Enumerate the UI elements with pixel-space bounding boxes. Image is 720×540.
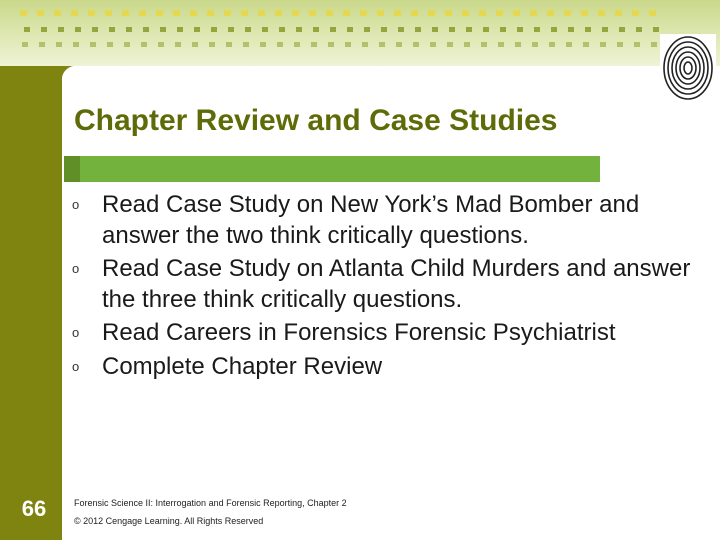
banner-dot [328, 42, 334, 47]
bullet-marker: o [72, 197, 80, 212]
banner-dot [617, 42, 623, 47]
banner-dot [345, 42, 351, 47]
banner-dot [415, 27, 421, 32]
banner-dot [177, 27, 183, 32]
banner-dot [513, 10, 520, 16]
banner-dot [598, 10, 605, 16]
banner-dot [445, 10, 452, 16]
banner-dot [600, 42, 606, 47]
banner-dot [279, 27, 285, 32]
banner-dot [413, 42, 419, 47]
slide-title: Chapter Review and Case Studies [74, 104, 558, 137]
banner-dot [636, 27, 642, 32]
banner-dot [500, 27, 506, 32]
banner-dot [379, 42, 385, 47]
bullet-text: Read Careers in Forensics Forensic Psychiatrist [102, 319, 616, 346]
banner-dot [277, 42, 283, 47]
banner-dot [37, 10, 44, 16]
banner-dot [71, 10, 78, 16]
banner-dot [632, 10, 639, 16]
banner-dot [90, 42, 96, 47]
banner-dot [241, 10, 248, 16]
banner-dot [362, 42, 368, 47]
bullet-marker: o [72, 358, 80, 374]
footer-copyright: © 2012 Cengage Learning. All Rights Reserved [74, 516, 264, 526]
banner-dot [583, 42, 589, 47]
bullet-text: Read Case Study on New York’s Mad Bomber and answer the two think critically questions. [102, 191, 640, 249]
banner-dot [428, 10, 435, 16]
slide-number: 66 [21, 496, 47, 521]
banner-dot [211, 27, 217, 32]
banner-dot [88, 10, 95, 16]
banner-dot [245, 27, 251, 32]
banner-dot [41, 27, 47, 32]
banner-dot [296, 27, 302, 32]
banner-dot [75, 27, 81, 32]
banner-dot [124, 42, 130, 47]
banner-dot [585, 27, 591, 32]
banner-dot [496, 10, 503, 16]
banner-dot [156, 10, 163, 16]
banner-dot [481, 42, 487, 47]
banner-dot [260, 42, 266, 47]
banner-dot [483, 27, 489, 32]
sidebar-corner [62, 66, 76, 80]
banner-dot [56, 42, 62, 47]
banner-dot [122, 10, 129, 16]
banner-dot [258, 10, 265, 16]
banner-dot [551, 27, 557, 32]
banner-dot [649, 10, 656, 16]
banner-dot [126, 27, 132, 32]
list-item [72, 190, 702, 251]
banner-dot [398, 27, 404, 32]
banner-dot [20, 10, 27, 16]
banner-dot [343, 10, 350, 16]
banner-dot [209, 42, 215, 47]
banner-dot [381, 27, 387, 32]
banner-dot [566, 42, 572, 47]
banner-dot [653, 27, 659, 32]
banner-dot [160, 27, 166, 32]
dot-pattern [0, 0, 720, 66]
banner-dot [311, 42, 317, 47]
banner-dot [262, 27, 268, 32]
banner-dot [226, 42, 232, 47]
list-item [72, 318, 702, 349]
header-banner [0, 0, 720, 66]
banner-dot [190, 10, 197, 16]
title-underline-accent [64, 156, 80, 182]
banner-dot [326, 10, 333, 16]
banner-dot [498, 42, 504, 47]
banner-dot [447, 42, 453, 47]
banner-dot [24, 27, 30, 32]
banner-dot [224, 10, 231, 16]
banner-dot [347, 27, 353, 32]
banner-dot [396, 42, 402, 47]
banner-dot [377, 10, 384, 16]
list-item [72, 352, 702, 383]
banner-dot [517, 27, 523, 32]
banner-dot [243, 42, 249, 47]
banner-dot [564, 10, 571, 16]
banner-dot [105, 10, 112, 16]
banner-dot [58, 27, 64, 32]
banner-dot [360, 10, 367, 16]
bullet-text: Complete Chapter Review [102, 352, 383, 380]
banner-dot [309, 10, 316, 16]
banner-dot [141, 42, 147, 47]
banner-dot [634, 42, 640, 47]
banner-dot [394, 10, 401, 16]
banner-dot [22, 42, 28, 47]
left-sidebar-bar [0, 66, 62, 540]
banner-dot [615, 10, 622, 16]
banner-dot [54, 10, 61, 16]
bullet-text: Read Case Study on Atlanta Child Murders and answer the three think critically questions. [102, 255, 691, 313]
banner-dot [479, 10, 486, 16]
banner-dot [411, 10, 418, 16]
banner-dot [530, 10, 537, 16]
banner-dot [330, 27, 336, 32]
banner-dot [192, 42, 198, 47]
title-underline-bar [64, 156, 600, 182]
banner-dot [432, 27, 438, 32]
fingerprint-icon [660, 34, 716, 102]
banner-dot [207, 10, 214, 16]
banner-dot [464, 42, 470, 47]
banner-dot [602, 27, 608, 32]
banner-dot [107, 42, 113, 47]
banner-dot [158, 42, 164, 47]
banner-dot [173, 10, 180, 16]
banner-dot [651, 42, 657, 47]
banner-dot [109, 27, 115, 32]
bullet-marker: o [72, 325, 80, 340]
banner-dot [228, 27, 234, 32]
banner-dot [534, 27, 540, 32]
banner-dot [73, 42, 79, 47]
banner-dot [294, 42, 300, 47]
banner-dot [313, 27, 319, 32]
banner-dot [549, 42, 555, 47]
banner-dot [292, 10, 299, 16]
banner-dot [619, 27, 625, 32]
banner-dot [364, 27, 370, 32]
banner-dot [462, 10, 469, 16]
banner-dot [568, 27, 574, 32]
bullet-list [72, 190, 702, 385]
list-item [72, 254, 702, 315]
bullet-marker: o [72, 261, 80, 276]
banner-dot [449, 27, 455, 32]
banner-dot [175, 42, 181, 47]
banner-dot [430, 42, 436, 47]
banner-dot [194, 27, 200, 32]
footer-course-title: Forensic Science II: Interrogation and Forensic Reporting, Chapter 2 [74, 498, 347, 508]
banner-dot [143, 27, 149, 32]
banner-dot [547, 10, 554, 16]
banner-dot [39, 42, 45, 47]
banner-dot [515, 42, 521, 47]
banner-dot [532, 42, 538, 47]
banner-dot [466, 27, 472, 32]
banner-dot [139, 10, 146, 16]
banner-dot [581, 10, 588, 16]
banner-dot [275, 10, 282, 16]
banner-dot [92, 27, 98, 32]
